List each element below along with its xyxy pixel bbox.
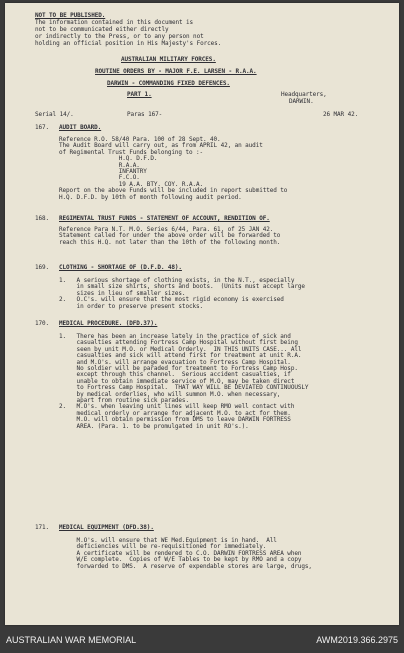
section-body (59, 278, 305, 310)
body-line: H.Q. D.F.D. (59, 155, 158, 163)
body-line: medical orderly or arrange for adjacent M.O. to act for them. (59, 409, 291, 417)
part-heading: PART 1. (127, 91, 152, 98)
body-line: by medical orderlies, who will summon M.O. when necessary, (59, 390, 281, 398)
body-line: INFANTRY (59, 168, 147, 176)
body-line: of Regimental Trust Funds belonging to :- (59, 148, 204, 156)
hq-line-1: Headquarters, (281, 91, 327, 98)
body-line: M.O. will obtain permission from DMS to leave DARWIN FORTRESS (59, 416, 291, 424)
order-date: 26 MAR 42. (323, 111, 359, 118)
body-line: in small size shirts, shorts and boots. (Units must accept large (59, 283, 305, 291)
body-line: in order to preserve present stocks. (59, 302, 204, 310)
body-line: reach this H.Q. not later than the 10th of the following month. (59, 238, 281, 246)
body-line: Statement called for under the above order will be forwarded to (59, 232, 281, 240)
body-line: F.C.O. (59, 174, 140, 182)
document-page (5, 3, 399, 625)
body-line: AREA. (Para. 1. to be promulgated in unit RO's.). (59, 422, 249, 430)
body-line: to Fortress Camp Hospital. THAT WAY WILL BE DEVIATED CONTINUOUSLY (59, 384, 309, 392)
body-line: and M.O's. will arrange evacuation to Fortress Camp Hospital. (59, 358, 291, 366)
body-line: 1. There has been an increase lately in the practice of sick and (59, 333, 291, 340)
section-title: MEDICAL PROCEDURE. (DFD.37). (59, 320, 158, 327)
section-number: 167. (35, 124, 50, 131)
body-line: 2. M.O's. when leaving unit lines will keep RMO well contact with (59, 403, 295, 411)
section-title: MEDICAL EQUIPMENT (DFD.38). (59, 524, 154, 531)
section-body (59, 227, 280, 246)
body-line: Reference R.O. 58/40 Para. 100 of 28 Sept. 40. (59, 136, 221, 143)
body-line: No soldier will be paraded for treatment to Fortress Camp Hosp. (59, 365, 298, 373)
body-line: deficiencies will be re-requisitioned for immediately. (59, 543, 267, 551)
body-line: forwarded to DMS. A reserve of expendable stores are large, drugs, (59, 562, 312, 570)
body-line: apart from routine sick parades. (59, 397, 189, 405)
footer-accession-id: AWM2019.366.2975 (316, 635, 398, 645)
body-line: 1. A serious shortage of clothing exists, in the N.T., especially (59, 277, 295, 284)
section-title: AUDIT BOARD. (59, 124, 102, 131)
body-line: 2. O.C's. will ensure that the most rigid economy is exercised (59, 296, 284, 304)
body-line: casualties attending Fortress Camp Hospital without first being (59, 339, 298, 347)
warning-line-2: not to be communicated either directly (35, 26, 169, 33)
hq-line-2: DARWIN. (289, 98, 314, 105)
body-line: sizes in lieu of smaller sizes. (59, 289, 186, 297)
body-line: except through this channel. Serious accident casualties, if (59, 371, 291, 379)
body-line: M.O's. will ensure that WE Med.Equipment is in hand. All (59, 537, 277, 544)
archive-footer (0, 627, 404, 653)
section-body (59, 137, 287, 201)
section-title: CLOTHING - SHORTAGE OF (D.F.D. 48). (59, 264, 182, 271)
body-line: seen by unit M.O. or Medical Orderly. IN THIS UNITS CASE... All (59, 345, 302, 353)
warning-line-3: or indirectly to the Press, or to any person not (35, 33, 204, 40)
serial-number: Serial 14/. (35, 111, 74, 118)
section-body (59, 334, 308, 430)
paras-range: Paras 167- (127, 111, 163, 118)
warning-line-4: holding an official position in His Majesty's Forces. (35, 40, 222, 47)
body-line: A certificate will be rendered to C.O. DARWIN FORTRESS AREA when (59, 549, 302, 557)
section-number: 168. (35, 215, 50, 222)
body-line: unable to obtain immediate service of M.O, may be taken direct (59, 377, 295, 385)
section-title: REGIMENTAL TRUST FUNDS - STATEMENT OF ACCOUNT, RENDITION OF. (59, 215, 270, 222)
footer-archive-name: AUSTRALIAN WAR MEMORIAL (6, 635, 137, 645)
section-number: 171. (35, 524, 50, 531)
section-number: 170. (35, 320, 50, 327)
body-line: W/E complete. Copies of W/E Tables to be kept by RMO and a copy (59, 556, 302, 564)
not-published-heading: NOT TO BE PUBLISHED. (35, 12, 106, 19)
warning-line-1: The information contained in this document is (35, 19, 194, 26)
unit-heading: DARWIN - COMMANDING FIXED DEFENCES. (107, 80, 230, 87)
body-line: Report on the above Funds will be included in report submitted to (59, 187, 288, 195)
body-line: casualties and sick will attend first for treatment at unit R.A. (59, 352, 302, 360)
body-line: The Audit Board will carry out, as from APRIL 42, an audit (59, 142, 263, 150)
section-body (59, 538, 312, 570)
force-heading: AUSTRALIAN MILITARY FORCES. (121, 56, 216, 63)
body-line: 19 A.A. BTY. COY. R.A.A. (59, 180, 204, 188)
orders-heading: ROUTINE ORDERS BY - MAJOR F.E. LARSEN - R.A.A. (95, 68, 257, 75)
section-number: 169. (35, 264, 50, 271)
body-line: R.A.A. (59, 161, 140, 169)
body-line: Reference Para N.T. M.O. Series 6/44, Para. 61, of 25 JAN 42. (59, 226, 274, 233)
body-line: H.Q. D.F.D. by 10th of month following audit period. (59, 193, 242, 201)
